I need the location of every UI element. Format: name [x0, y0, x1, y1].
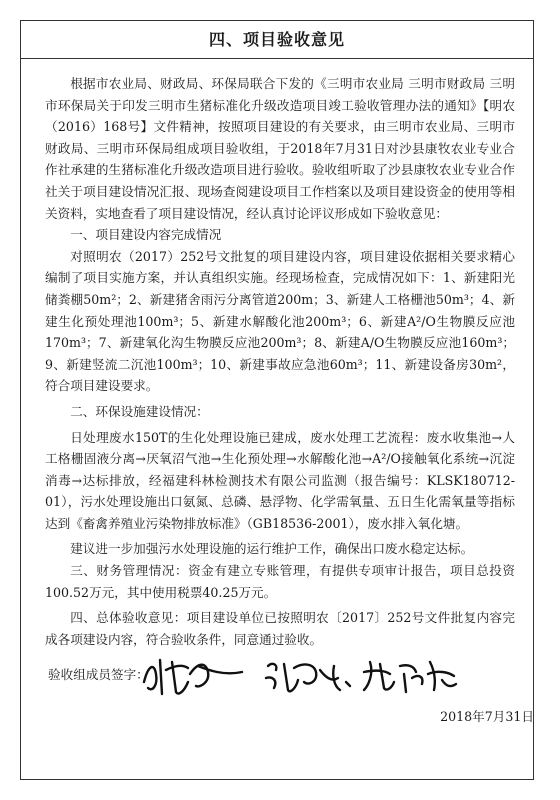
finance-paragraph: 三、财务管理情况：资金有建立专账管理，有提供专项审计报告，项目总投资100.52万元，其中使用税票40.25万元。: [45, 563, 515, 600]
overall-opinion-paragraph: 四、总体验收意见：项目建设单位已按照明农〔2017〕252号文件批复内容完成各项建设内容，符合验收条件，同意通过验收。: [45, 610, 515, 647]
heading-environment: 二、环保设施建设情况：: [70, 403, 209, 419]
signature-label: 验收组成员签字：: [48, 667, 149, 682]
document-body: [45, 73, 515, 650]
intro-paragraph: 根据市农业局、财政局、环保局联合下发的《三明市农业局 三明市财政局 三明市环保局关于印发三明市生猪标准化升级改造项目竣工验收管理办法的通知》【明农（2016）168号】文件精神，按照项目建设的有关要求，由三明市农业局、三明市财政局、三明市环保局组成项目验收组，于2018年7月31日对沙县康牧农业专业合作社承建的生猪标准化升级改造项目进行验收。验收组听取了沙县康牧农业专业合作社关于项目建设情况汇报、现场查阅建设项目工作档案以及项目建设资金的使用等相关资料，实地查看了项目建设情况，经认真讨论评议形成如下验收意见：: [45, 76, 515, 221]
construction-paragraph: 对照明农（2017）252号文批复的项目建设内容，项目建设依据相关要求精心编制了项目实施方案，并认真组织实施。经现场检查，完成情况如下：1、新建阳光储粪棚50m²；2、新建猪舍雨污分离管道200m；3、新建人工格栅池50m³；4、新建生化预处理池100m³；5、新建水解酸化池200m³；6、新建A²/O生物膜反应池170m³；7、新建氧化沟生物膜反应池200m³；8、新建A/O生物膜反应池160m³；9、新建竖流二沉池100m³；10、新建事故应急池60m³；11、新建设备房30m²，符合项目建设要求。: [45, 248, 515, 394]
environment-paragraph: 日处理废水150T的生化处理设施已建成，废水处理工艺流程：废水收集池→人工格栅固液分离→厌氧沼气池→生化预处理→水解酸化池→A²/O接触氧化系统→沉淀消毒→达标排放，经福建科林检测技术有限公司监测（报告编号：KLSK180712-01），污水处理设施出口氨氮、总磷、悬浮物、化学需氧量、五日生化需氧量等指标达到《畜禽养殖业污染物排放标准》（GB18536-2001），废水排入氧化塘。: [45, 429, 515, 531]
handwritten-signatures: [138, 652, 468, 698]
suggestion-paragraph: 建议进一步加强污水处理设施的运行维护工作，确保出口废水稳定达标。: [70, 541, 474, 557]
section-title: 四、项目验收意见: [21, 21, 533, 59]
heading-construction: 一、项目建设内容完成情况: [70, 227, 222, 243]
signature-row: [48, 652, 488, 698]
document-date: 2018年7月31日: [440, 709, 534, 724]
